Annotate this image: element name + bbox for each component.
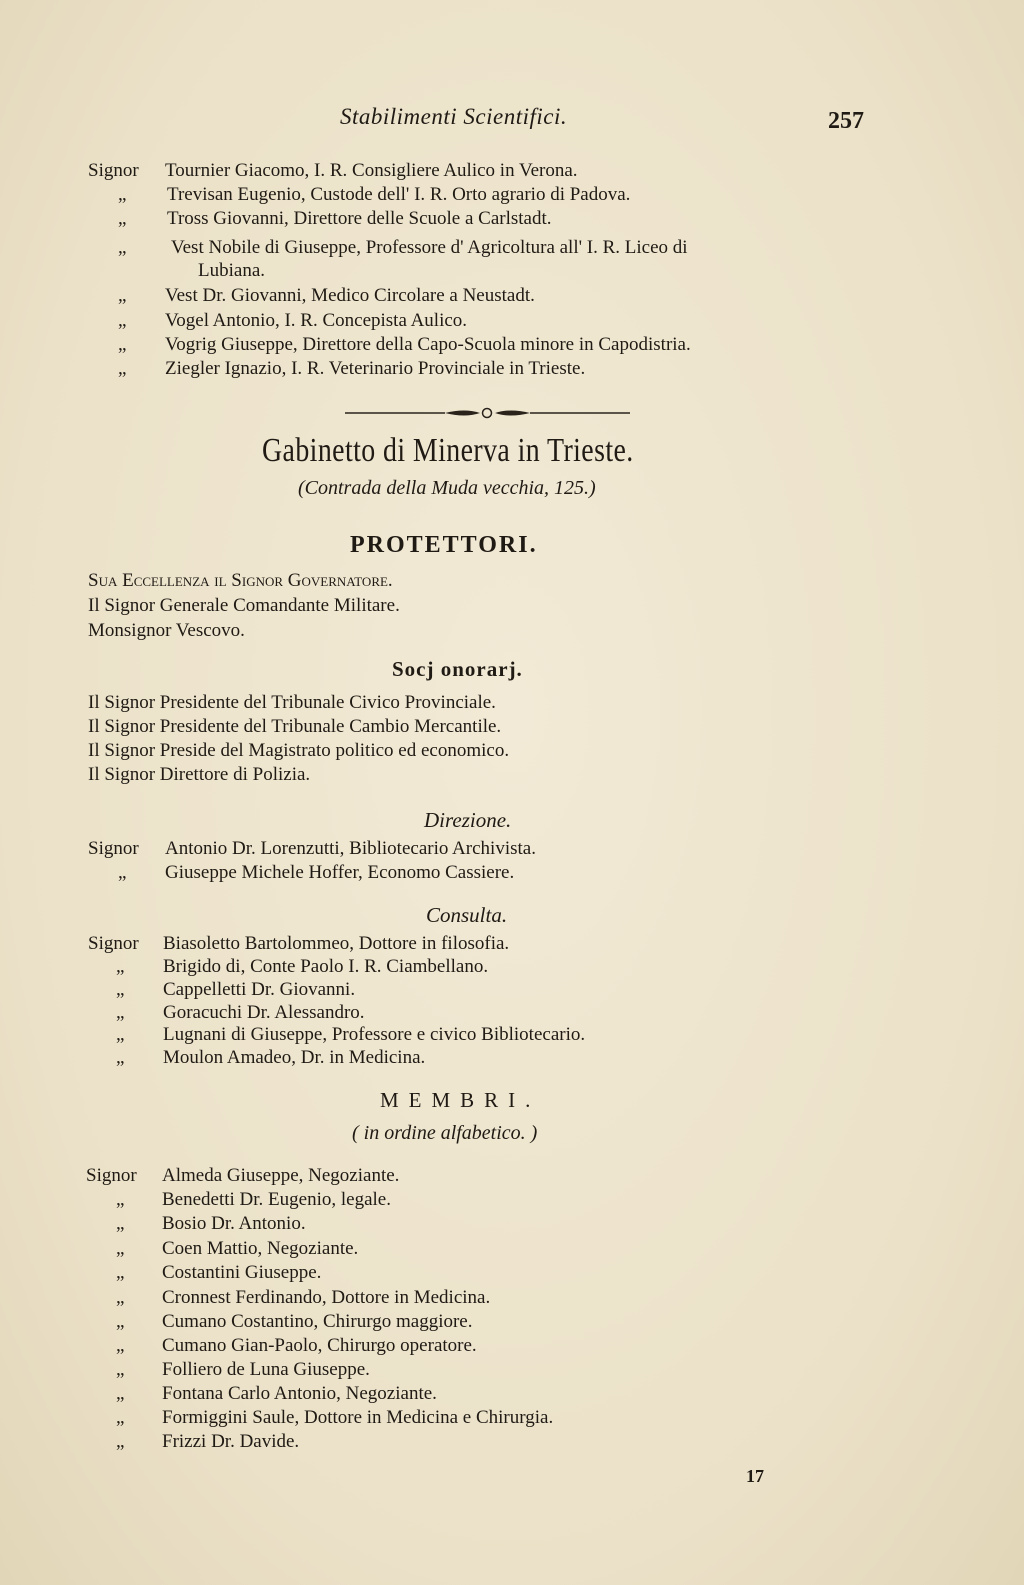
cabinet-address: (Contrada della Muda vecchia, 125.)	[298, 477, 596, 499]
list-text: Almeda Giuseppe, Negoziante.	[162, 1165, 400, 1186]
list-prefix: „	[118, 862, 127, 883]
list-prefix: „	[116, 979, 125, 1000]
list-text: Bosio Dr. Antonio.	[162, 1213, 306, 1234]
list-prefix: „	[118, 334, 127, 355]
list-item: Il Signor Presidente del Tribunale Cambio Mercantile.	[88, 716, 502, 737]
list-text: Vest Nobile di Giuseppe, Professore d' Agricoltura all' I. R. Liceo di	[171, 237, 688, 258]
list-text: Trevisan Eugenio, Custode dell' I. R. Orto agrario di Padova.	[167, 184, 631, 205]
list-text: Cumano Costantino, Chirurgo maggiore.	[162, 1311, 473, 1332]
list-prefix: „	[118, 208, 127, 229]
list-prefix: „	[116, 1407, 125, 1428]
list-prefix: „	[118, 310, 127, 331]
list-text: Brigido di, Conte Paolo I. R. Ciambellano.	[163, 956, 489, 977]
list-text: Fontana Carlo Antonio, Negoziante.	[162, 1383, 437, 1404]
list-prefix: „	[116, 1359, 125, 1380]
list-prefix: „	[118, 358, 127, 379]
socj-heading: Socj onorarj.	[392, 657, 523, 681]
ornament-divider-icon	[345, 406, 630, 420]
list-text: Ziegler Ignazio, I. R. Veterinario Provinciale in Trieste.	[165, 358, 586, 379]
list-text: Lugnani di Giuseppe, Professore e civico Bibliotecario.	[163, 1024, 586, 1045]
list-item: Il Signor Generale Comandante Militare.	[88, 595, 400, 616]
list-text: Folliero de Luna Giuseppe.	[162, 1359, 370, 1380]
list-prefix: „	[116, 1213, 125, 1234]
list-prefix: „	[116, 1047, 125, 1068]
list-prefix: „	[116, 1262, 125, 1283]
cabinet-title: Gabinetto di Minerva in Trieste.	[262, 432, 634, 469]
list-prefix: Signor	[86, 1165, 137, 1186]
list-prefix: Signor	[88, 838, 139, 859]
list-text: Cronnest Ferdinando, Dottore in Medicina.	[162, 1287, 491, 1308]
list-text: Biasoletto Bartolommeo, Dottore in filosofia.	[163, 933, 510, 954]
membri-note: ( in ordine alfabetico. )	[352, 1122, 538, 1144]
list-text: Cappelletti Dr. Giovanni.	[163, 979, 356, 1000]
consulta-heading: Consulta.	[426, 903, 508, 927]
list-prefix: „	[116, 956, 125, 977]
list-prefix: „	[116, 1383, 125, 1404]
list-prefix: Signor	[88, 160, 139, 181]
list-text: Vest Dr. Giovanni, Medico Circolare a Neustadt.	[165, 285, 535, 306]
list-text: Lubiana.	[198, 260, 266, 281]
list-prefix: „	[116, 1189, 125, 1210]
list-prefix: „	[116, 1335, 125, 1356]
list-text: Coen Mattio, Negoziante.	[162, 1238, 359, 1259]
list-text: Formiggini Saule, Dottore in Medicina e Chirurgia.	[162, 1407, 554, 1428]
list-prefix: „	[118, 237, 127, 258]
list-text: Costantini Giuseppe.	[162, 1262, 322, 1283]
direzione-heading: Direzione.	[424, 808, 512, 832]
protettori-heading: PROTETTORI.	[350, 532, 538, 558]
list-prefix: „	[116, 1311, 125, 1332]
list-prefix: „	[116, 1287, 125, 1308]
list-item: Monsignor Vescovo.	[88, 620, 245, 641]
running-title: Stabilimenti Scientifici.	[340, 104, 568, 129]
list-text: Moulon Amadeo, Dr. in Medicina.	[163, 1047, 426, 1068]
list-text: Antonio Dr. Lorenzutti, Bibliotecario Archivista.	[165, 838, 536, 859]
list-prefix: „	[118, 285, 127, 306]
list-prefix: „	[116, 1024, 125, 1045]
list-prefix: „	[118, 184, 127, 205]
list-prefix: Signor	[88, 933, 139, 954]
list-item: Il Signor Preside del Magistrato politico ed economico.	[88, 740, 510, 761]
list-item: Il Signor Direttore di Polizia.	[88, 764, 311, 785]
list-text: Goracuchi Dr. Alessandro.	[163, 1002, 365, 1023]
list-item: Sua Eccellenza il Signor Governatore.	[88, 570, 393, 591]
signature-number: 17	[746, 1466, 764, 1486]
list-text: Cumano Gian-Paolo, Chirurgo operatore.	[162, 1335, 477, 1356]
list-text: Tross Giovanni, Direttore delle Scuole a Carlstadt.	[167, 208, 552, 229]
list-text: Frizzi Dr. Davide.	[162, 1431, 300, 1452]
list-text: Vogel Antonio, I. R. Concepista Aulico.	[165, 310, 468, 331]
list-item: Il Signor Presidente del Tribunale Civico Provinciale.	[88, 692, 496, 713]
list-prefix: „	[116, 1238, 125, 1259]
membri-heading: MEMBRI.	[380, 1088, 541, 1112]
list-text: Vogrig Giuseppe, Direttore della Capo-Scuola minore in Capodistria.	[165, 334, 691, 355]
list-text: Tournier Giacomo, I. R. Consigliere Aulico in Verona.	[165, 160, 578, 181]
list-prefix: „	[116, 1002, 125, 1023]
page-number: 257	[828, 108, 864, 134]
list-prefix: „	[116, 1431, 125, 1452]
list-text: Giuseppe Michele Hoffer, Economo Cassiere.	[165, 862, 515, 883]
list-text: Benedetti Dr. Eugenio, legale.	[162, 1189, 391, 1210]
